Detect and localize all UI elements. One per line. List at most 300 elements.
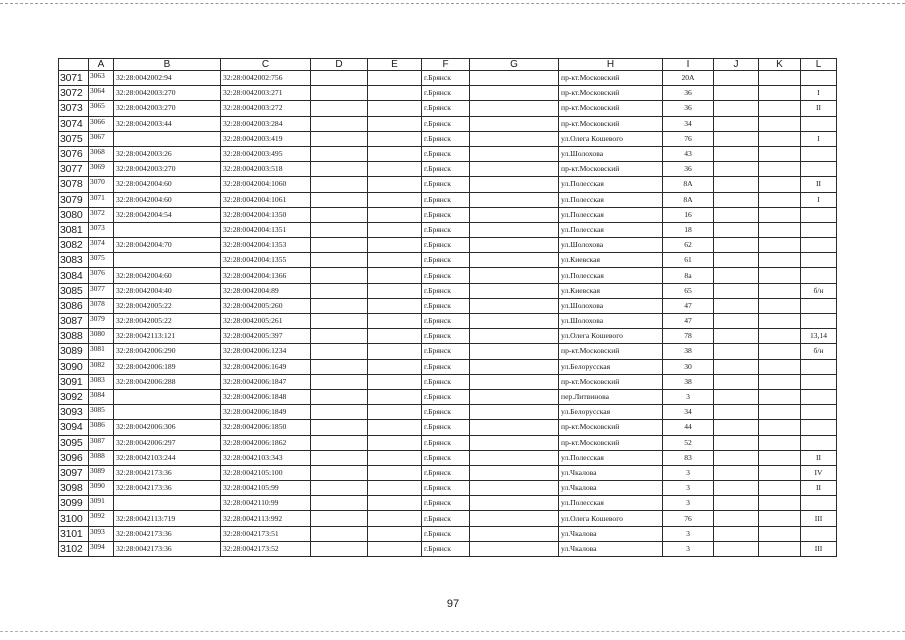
cell-f: г.Брянск — [422, 222, 470, 237]
cell-e — [368, 329, 422, 344]
cell-k — [759, 253, 801, 268]
cell-g — [470, 405, 559, 420]
row-number: 3090 — [59, 359, 89, 374]
cell-l: I — [801, 131, 837, 146]
cell-b: 32:28:0042113:121 — [114, 329, 221, 344]
cell-l: б/н — [801, 283, 837, 298]
row-number: 3076 — [59, 146, 89, 161]
cell-e — [368, 222, 422, 237]
cell-g — [470, 207, 559, 222]
cell-d — [311, 511, 368, 526]
cell-b: 32:28:0042005:22 — [114, 298, 221, 313]
cell-e — [368, 207, 422, 222]
cell-h: ул.Шолохова — [559, 238, 663, 253]
cell-c: 32:28:0042005:397 — [221, 329, 311, 344]
cell-b: 32:28:0042173:36 — [114, 526, 221, 541]
table-row — [59, 329, 837, 344]
cell-l — [801, 314, 837, 329]
cell-e — [368, 526, 422, 541]
cell-h: пр-кт.Московский — [559, 71, 663, 86]
table-row — [59, 162, 837, 177]
cell-k — [759, 192, 801, 207]
cell-a: 3088 — [89, 450, 114, 465]
row-number: 3086 — [59, 298, 89, 313]
cell-l: III — [801, 511, 837, 526]
cell-f: г.Брянск — [422, 374, 470, 389]
column-header-a: A — [89, 59, 114, 71]
cell-i: 3 — [663, 496, 714, 511]
table-row — [59, 268, 837, 283]
cell-l — [801, 496, 837, 511]
cell-j — [714, 359, 759, 374]
cell-k — [759, 405, 801, 420]
cell-b: 32:28:0042003:44 — [114, 116, 221, 131]
cell-e — [368, 405, 422, 420]
cell-d — [311, 435, 368, 450]
row-number: 3100 — [59, 511, 89, 526]
cell-c: 32:28:0042004:1350 — [221, 207, 311, 222]
cell-l: 13,14 — [801, 329, 837, 344]
cell-i: 78 — [663, 329, 714, 344]
cell-i: 3 — [663, 389, 714, 404]
table-row — [59, 435, 837, 450]
cell-i: 30 — [663, 359, 714, 374]
cell-k — [759, 450, 801, 465]
cell-e — [368, 389, 422, 404]
cell-b: 32:28:0042173:36 — [114, 481, 221, 496]
cell-e — [368, 192, 422, 207]
cell-a: 3068 — [89, 146, 114, 161]
cell-j — [714, 116, 759, 131]
cell-c: 32:28:0042003:272 — [221, 101, 311, 116]
cell-i: 18 — [663, 222, 714, 237]
cell-d — [311, 101, 368, 116]
cell-a: 3080 — [89, 329, 114, 344]
cell-h: ул.Полесская — [559, 496, 663, 511]
cell-h: ул.Олега Кошевого — [559, 131, 663, 146]
cell-j — [714, 71, 759, 86]
cell-i: 47 — [663, 298, 714, 313]
row-number: 3077 — [59, 162, 89, 177]
column-header-l: L — [801, 59, 837, 71]
cell-i: 3 — [663, 526, 714, 541]
table-row — [59, 526, 837, 541]
cell-c: 32:28:0042005:260 — [221, 298, 311, 313]
cell-b: 32:28:0042003:270 — [114, 86, 221, 101]
cell-e — [368, 238, 422, 253]
cell-g — [470, 465, 559, 480]
cell-b: 32:28:0042004:40 — [114, 283, 221, 298]
row-number: 3080 — [59, 207, 89, 222]
cell-h: ул.Белорусская — [559, 405, 663, 420]
cell-l — [801, 116, 837, 131]
cell-l: IV — [801, 465, 837, 480]
cell-g — [470, 131, 559, 146]
cell-b: 32:28:0042113:719 — [114, 511, 221, 526]
cell-l — [801, 298, 837, 313]
cell-d — [311, 526, 368, 541]
cell-e — [368, 86, 422, 101]
cell-k — [759, 238, 801, 253]
cell-f: г.Брянск — [422, 131, 470, 146]
cell-d — [311, 253, 368, 268]
cell-i: 8А — [663, 192, 714, 207]
cell-j — [714, 450, 759, 465]
cell-h: пр-кт.Московский — [559, 101, 663, 116]
cell-c: 32:28:0042105:99 — [221, 481, 311, 496]
row-number: 3088 — [59, 329, 89, 344]
cell-g — [470, 71, 559, 86]
cell-b: 32:28:0042004:70 — [114, 238, 221, 253]
cell-j — [714, 253, 759, 268]
cell-i: 76 — [663, 131, 714, 146]
cell-d — [311, 481, 368, 496]
cell-k — [759, 435, 801, 450]
cell-e — [368, 450, 422, 465]
cell-i: 34 — [663, 405, 714, 420]
cell-f: г.Брянск — [422, 481, 470, 496]
cell-a: 3092 — [89, 511, 114, 526]
cell-a: 3074 — [89, 238, 114, 253]
cell-c: 32:28:0042004:1351 — [221, 222, 311, 237]
cell-g — [470, 116, 559, 131]
cell-a: 3071 — [89, 192, 114, 207]
cell-c: 32:28:0042110:99 — [221, 496, 311, 511]
row-number: 3091 — [59, 374, 89, 389]
cell-k — [759, 222, 801, 237]
cell-c: 32:28:0042005:261 — [221, 314, 311, 329]
cell-k — [759, 465, 801, 480]
cell-j — [714, 389, 759, 404]
cell-c: 32:28:0042006:1234 — [221, 344, 311, 359]
cell-j — [714, 465, 759, 480]
column-header-f: F — [422, 59, 470, 71]
cell-a: 3091 — [89, 496, 114, 511]
table-row — [59, 71, 837, 86]
cell-a: 3089 — [89, 465, 114, 480]
cell-k — [759, 177, 801, 192]
table-row — [59, 405, 837, 420]
row-number: 3094 — [59, 420, 89, 435]
cell-f: г.Брянск — [422, 207, 470, 222]
row-number: 3097 — [59, 465, 89, 480]
cell-k — [759, 511, 801, 526]
table-row — [59, 374, 837, 389]
cell-d — [311, 541, 368, 556]
cell-c: 32:28:0042006:1847 — [221, 374, 311, 389]
cell-f: г.Брянск — [422, 238, 470, 253]
cell-j — [714, 481, 759, 496]
cell-j — [714, 177, 759, 192]
cell-k — [759, 101, 801, 116]
cell-c: 32:28:0042004:1061 — [221, 192, 311, 207]
cell-j — [714, 541, 759, 556]
cell-g — [470, 511, 559, 526]
cell-i: 36 — [663, 101, 714, 116]
column-header-j: J — [714, 59, 759, 71]
table-row — [59, 359, 837, 374]
cell-d — [311, 177, 368, 192]
table-row — [59, 222, 837, 237]
table-row — [59, 283, 837, 298]
cell-e — [368, 511, 422, 526]
cell-d — [311, 420, 368, 435]
cell-h: пр-кт.Московский — [559, 374, 663, 389]
row-number: 3092 — [59, 389, 89, 404]
cell-j — [714, 405, 759, 420]
cell-k — [759, 131, 801, 146]
cell-g — [470, 314, 559, 329]
page-number: 97 — [446, 598, 460, 610]
cell-j — [714, 192, 759, 207]
cell-e — [368, 253, 422, 268]
row-number: 3089 — [59, 344, 89, 359]
cell-d — [311, 86, 368, 101]
cell-g — [470, 374, 559, 389]
cell-j — [714, 146, 759, 161]
cell-a: 3083 — [89, 374, 114, 389]
cell-g — [470, 192, 559, 207]
cell-h: ул.Чкалова — [559, 541, 663, 556]
column-header-g: G — [470, 59, 559, 71]
column-header-h: H — [559, 59, 663, 71]
cell-l — [801, 222, 837, 237]
cell-k — [759, 146, 801, 161]
cell-a: 3064 — [89, 86, 114, 101]
cell-l — [801, 253, 837, 268]
cell-l: б/н — [801, 344, 837, 359]
cell-h: ул.Чкалова — [559, 481, 663, 496]
cell-a: 3070 — [89, 177, 114, 192]
cell-f: г.Брянск — [422, 496, 470, 511]
cell-d — [311, 450, 368, 465]
cell-j — [714, 511, 759, 526]
cell-d — [311, 314, 368, 329]
cell-a: 3094 — [89, 541, 114, 556]
table-row — [59, 207, 837, 222]
cell-a: 3075 — [89, 253, 114, 268]
cell-i: 62 — [663, 238, 714, 253]
cell-e — [368, 177, 422, 192]
cell-h: ул.Полесская — [559, 450, 663, 465]
cell-g — [470, 101, 559, 116]
table-row — [59, 253, 837, 268]
cell-k — [759, 541, 801, 556]
cell-j — [714, 329, 759, 344]
cell-c: 32:28:0042006:1649 — [221, 359, 311, 374]
row-number: 3078 — [59, 177, 89, 192]
cell-k — [759, 116, 801, 131]
cell-g — [470, 268, 559, 283]
cell-j — [714, 314, 759, 329]
cell-b: 32:28:0042003:270 — [114, 162, 221, 177]
cell-f: г.Брянск — [422, 283, 470, 298]
cell-f: г.Брянск — [422, 116, 470, 131]
cell-h: ул.Олега Кошевого — [559, 511, 663, 526]
cell-l — [801, 268, 837, 283]
cell-c: 32:28:0042003:271 — [221, 86, 311, 101]
cell-d — [311, 238, 368, 253]
cell-i: 8А — [663, 177, 714, 192]
cell-a: 3090 — [89, 481, 114, 496]
cell-l: I — [801, 192, 837, 207]
cell-j — [714, 283, 759, 298]
cell-e — [368, 116, 422, 131]
cell-c: 32:28:0042113:992 — [221, 511, 311, 526]
cell-h: пр-кт.Московский — [559, 116, 663, 131]
cell-i: 16 — [663, 207, 714, 222]
cell-b: 32:28:0042005:22 — [114, 314, 221, 329]
cell-b: 32:28:0042002:94 — [114, 71, 221, 86]
row-number: 3071 — [59, 71, 89, 86]
cell-k — [759, 298, 801, 313]
cell-c: 32:28:0042173:52 — [221, 541, 311, 556]
cell-l — [801, 420, 837, 435]
cell-b — [114, 496, 221, 511]
cell-c: 32:28:0042003:419 — [221, 131, 311, 146]
cell-h: ул.Полесская — [559, 207, 663, 222]
cell-b: 32:28:0042004:60 — [114, 268, 221, 283]
cell-b: 32:28:0042003:26 — [114, 146, 221, 161]
cell-d — [311, 207, 368, 222]
cell-d — [311, 465, 368, 480]
cell-a: 3066 — [89, 116, 114, 131]
cell-i: 65 — [663, 283, 714, 298]
cell-h: ул.Полесская — [559, 268, 663, 283]
cell-a: 3063 — [89, 71, 114, 86]
cell-d — [311, 298, 368, 313]
cell-l — [801, 146, 837, 161]
cell-g — [470, 359, 559, 374]
cell-e — [368, 162, 422, 177]
cell-e — [368, 71, 422, 86]
cell-e — [368, 131, 422, 146]
row-number: 3087 — [59, 314, 89, 329]
cell-e — [368, 298, 422, 313]
cell-j — [714, 162, 759, 177]
cell-k — [759, 71, 801, 86]
cell-e — [368, 283, 422, 298]
row-number: 3082 — [59, 238, 89, 253]
cell-j — [714, 131, 759, 146]
cell-k — [759, 207, 801, 222]
row-number: 3075 — [59, 131, 89, 146]
cell-i: 38 — [663, 374, 714, 389]
cell-b — [114, 222, 221, 237]
cell-i: 44 — [663, 420, 714, 435]
table-row — [59, 420, 837, 435]
cell-f: г.Брянск — [422, 405, 470, 420]
cell-f: г.Брянск — [422, 146, 470, 161]
cell-f: г.Брянск — [422, 526, 470, 541]
cell-h: ул.Киевская — [559, 283, 663, 298]
table-row — [59, 192, 837, 207]
cell-f: г.Брянск — [422, 298, 470, 313]
table-row — [59, 541, 837, 556]
cell-i: 20А — [663, 71, 714, 86]
table-row — [59, 86, 837, 101]
cell-g — [470, 450, 559, 465]
cell-b: 32:28:0042006:290 — [114, 344, 221, 359]
cell-d — [311, 222, 368, 237]
cell-d — [311, 116, 368, 131]
cell-f: г.Брянск — [422, 541, 470, 556]
cell-b: 32:28:0042004:60 — [114, 177, 221, 192]
cell-f: г.Брянск — [422, 420, 470, 435]
cell-k — [759, 526, 801, 541]
cell-l: II — [801, 177, 837, 192]
row-number: 3072 — [59, 86, 89, 101]
cell-f: г.Брянск — [422, 162, 470, 177]
cell-d — [311, 146, 368, 161]
cell-h: ул.Полесская — [559, 222, 663, 237]
cell-k — [759, 389, 801, 404]
cell-g — [470, 283, 559, 298]
table-row — [59, 238, 837, 253]
cell-b: 32:28:0042006:306 — [114, 420, 221, 435]
cell-e — [368, 496, 422, 511]
cell-g — [470, 435, 559, 450]
cell-c: 32:28:0042006:1848 — [221, 389, 311, 404]
scan-artifact-top — [0, 3, 905, 4]
cell-b: 32:28:0042004:54 — [114, 207, 221, 222]
cell-l — [801, 526, 837, 541]
cell-l — [801, 71, 837, 86]
cell-g — [470, 420, 559, 435]
cell-k — [759, 359, 801, 374]
cell-i: 3 — [663, 465, 714, 480]
cell-c: 32:28:0042004:1366 — [221, 268, 311, 283]
table-row — [59, 496, 837, 511]
cell-f: г.Брянск — [422, 344, 470, 359]
cell-c: 32:28:0042105:100 — [221, 465, 311, 480]
cell-a: 3087 — [89, 435, 114, 450]
cell-h: пр-кт.Московский — [559, 162, 663, 177]
cell-d — [311, 192, 368, 207]
cell-e — [368, 359, 422, 374]
cell-i: 83 — [663, 450, 714, 465]
cell-f: г.Брянск — [422, 329, 470, 344]
cell-a: 3081 — [89, 344, 114, 359]
cell-g — [470, 541, 559, 556]
cell-j — [714, 420, 759, 435]
cell-d — [311, 359, 368, 374]
cell-f: г.Брянск — [422, 435, 470, 450]
cell-e — [368, 481, 422, 496]
cell-i: 3 — [663, 481, 714, 496]
cell-b — [114, 389, 221, 404]
cell-i: 43 — [663, 146, 714, 161]
cell-e — [368, 541, 422, 556]
cell-h: ул.Олега Кошевого — [559, 329, 663, 344]
cell-h: ул.Киевская — [559, 253, 663, 268]
column-header-i: I — [663, 59, 714, 71]
row-number: 3073 — [59, 101, 89, 116]
cell-c: 32:28:0042103:343 — [221, 450, 311, 465]
cell-b: 32:28:0042103:244 — [114, 450, 221, 465]
column-header-k: K — [759, 59, 801, 71]
cell-e — [368, 420, 422, 435]
data-table — [58, 58, 837, 557]
corner-cell — [59, 59, 89, 71]
cell-c: 32:28:0042004:89 — [221, 283, 311, 298]
cell-k — [759, 481, 801, 496]
cell-b: 32:28:0042006:297 — [114, 435, 221, 450]
cell-g — [470, 162, 559, 177]
cell-d — [311, 71, 368, 86]
table-row — [59, 465, 837, 480]
cell-k — [759, 314, 801, 329]
